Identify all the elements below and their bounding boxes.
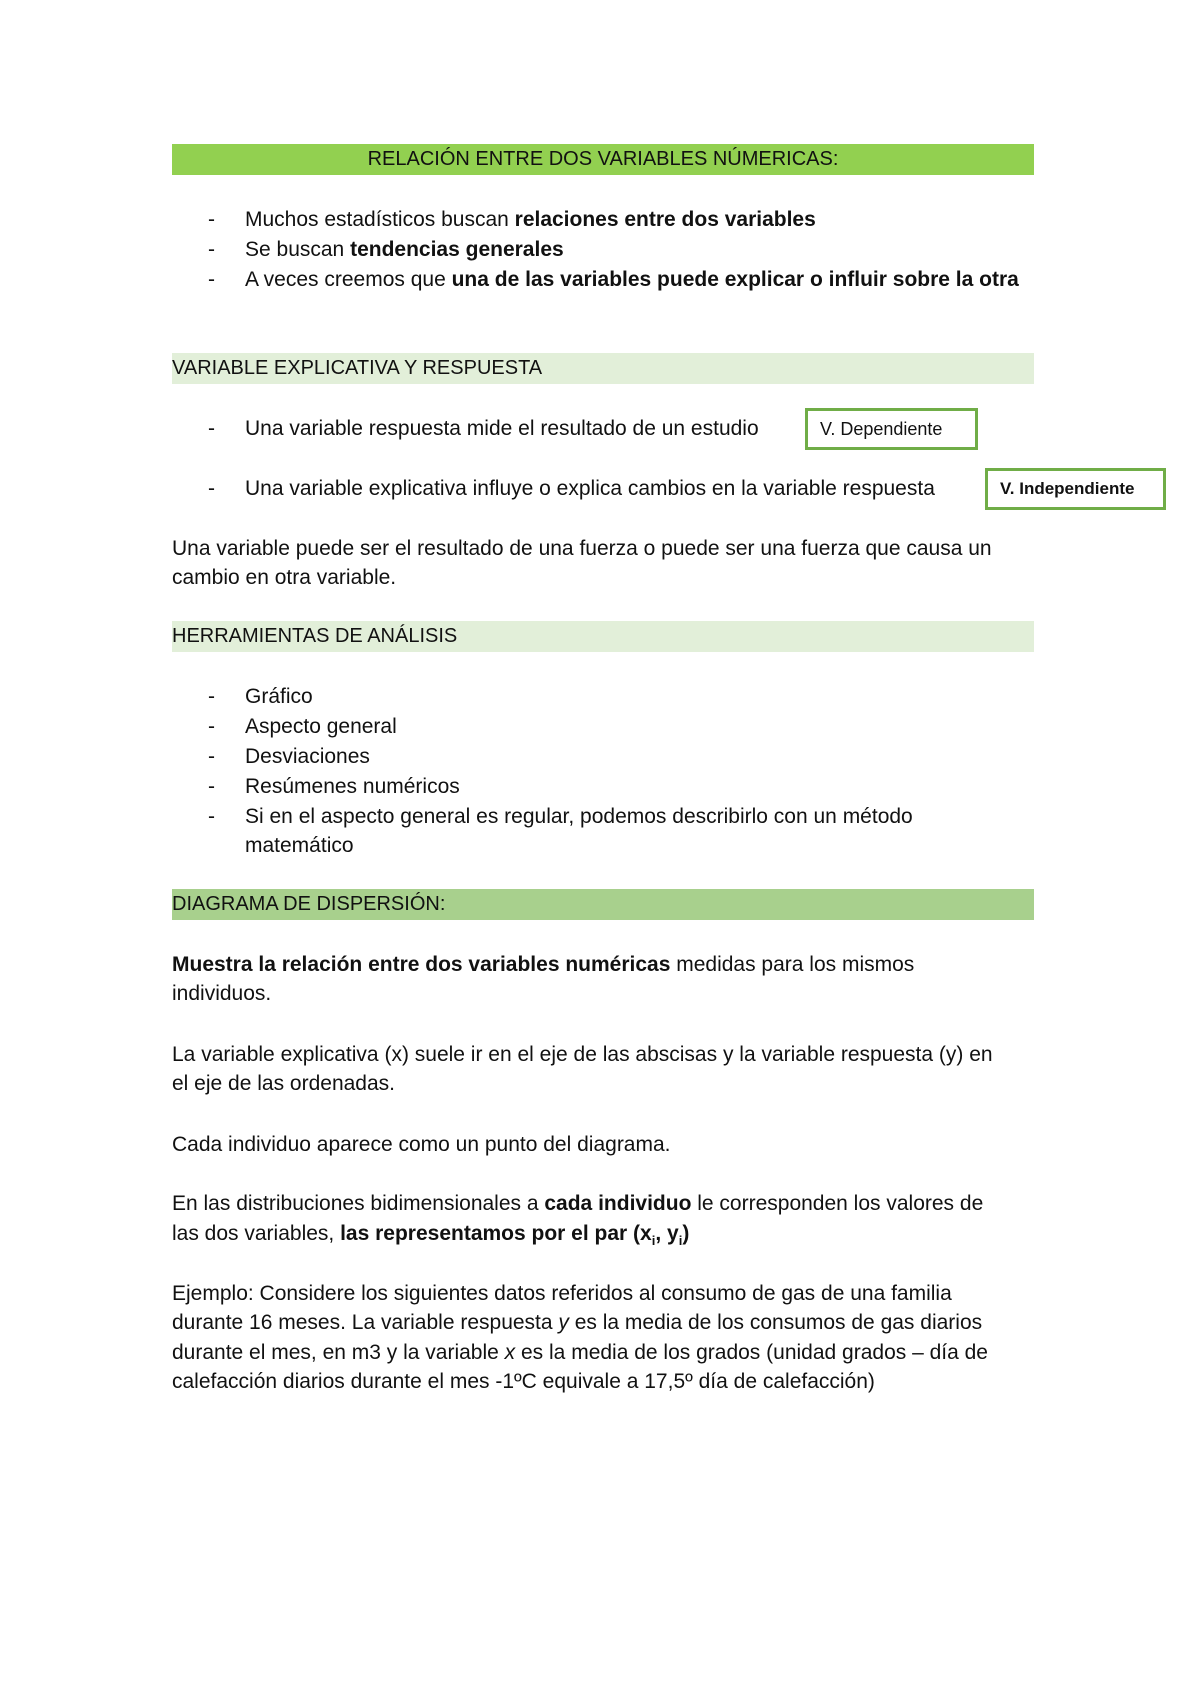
section-title-diagrama: DIAGRAMA DE DISPERSIÓN: (172, 889, 1034, 920)
paragraph-line: La variable explicativa (x) suele ir en el eje de las abscisas y la variable respuesta (y) en (172, 1043, 993, 1066)
paragraph-line: durante 16 meses. La variable respuesta y es la media de los consumos de gas diarios (172, 1311, 983, 1334)
document-page: RELACIÓN ENTRE DOS VARIABLES NÚMERICAS: - Muchos estadísticos buscan relaciones entre dos variables - Se buscan tendencias generales - A veces creemos que una de las variables puede explicar o influir sobre la otra VARIABLE EXPLICATIVA Y RESPUESTA - Una variable respuesta mide el resultado de un estudio V. Dependiente - Una variable explicativa influye o explica cambios en la variable respuesta V. Independiente Una variable puede ser el resultado de una fuerza o puede ser una fuerza que causa un cambio en otra variable. HERRAMIENTAS DE ANÁLISIS - Gráfico - Aspecto general - Desviaciones - Resúmenes numéricos - Si en el aspecto general es regular, podemos describirlo con un método matemático DIAGRAMA DE DISPERSIÓN: Muestra la relación entre dos variables numéricas medidas para los mismos individuos. La variable explicativa (x) suele ir en el eje de las abscisas y la variable respuesta (y) en el eje de las ordenadas. Cada individuo aparece como un punto del diagrama. En las distribuciones bidimensionales a cada individuo le corresponden los valores de las dos variables, las representamos por el par ($x_i$, $y_i$) Ejemplo: Considere los siguientes datos referidos al consumo de gas de una familia durante 16 meses. La variable respuesta y es la media de los consumos de gas diarios durante el mes, en m3 y la variable x es la media de los grados (unidad grados – día de calefacción diarios durante el mes -1ºC equivale a 17,5º día de calefacción) (0, 0, 1200, 1698)
section-title-herramientas: HERRAMIENTAS DE ANÁLISIS (172, 621, 1034, 652)
paragraph-line: durante el mes, en m3 y la variable x es la media de los grados (unidad grados – día de (172, 1341, 988, 1364)
section-title-relacion: RELACIÓN ENTRE DOS VARIABLES NÚMERICAS: (172, 144, 1034, 175)
paragraph-line: En las distribuciones bidimensionales a cada individuo le corresponden los valores de (172, 1192, 984, 1215)
paragraph-line: Ejemplo: Considere los siguientes datos referidos al consumo de gas de una familia (172, 1282, 952, 1305)
paragraph-line: Una variable puede ser el resultado de una fuerza o puede ser una fuerza que causa un (172, 537, 992, 560)
section-title-variable: VARIABLE EXPLICATIVA Y RESPUESTA (172, 353, 1034, 384)
paragraph-line: el eje de las ordenadas. (172, 1072, 395, 1095)
independiente-label-box: V. Independiente (985, 468, 1166, 510)
paragraph-line: cambio en otra variable. (172, 566, 397, 589)
paragraph-line: Muestra la relación entre dos variables numéricas medidas para los mismos (172, 953, 915, 976)
dependiente-label-box: V. Dependiente (805, 408, 978, 450)
paragraph-line: Cada individuo aparece como un punto del diagrama. (172, 1133, 671, 1156)
paragraph-line: calefacción diarios durante el mes -1ºC equivale a 17,5º día de calefacción) (172, 1370, 875, 1393)
paragraph-line: las dos variables, las representamos por el par ($x_i$, $y_i$) (172, 1222, 690, 1249)
paragraph-line: individuos. (172, 982, 272, 1005)
